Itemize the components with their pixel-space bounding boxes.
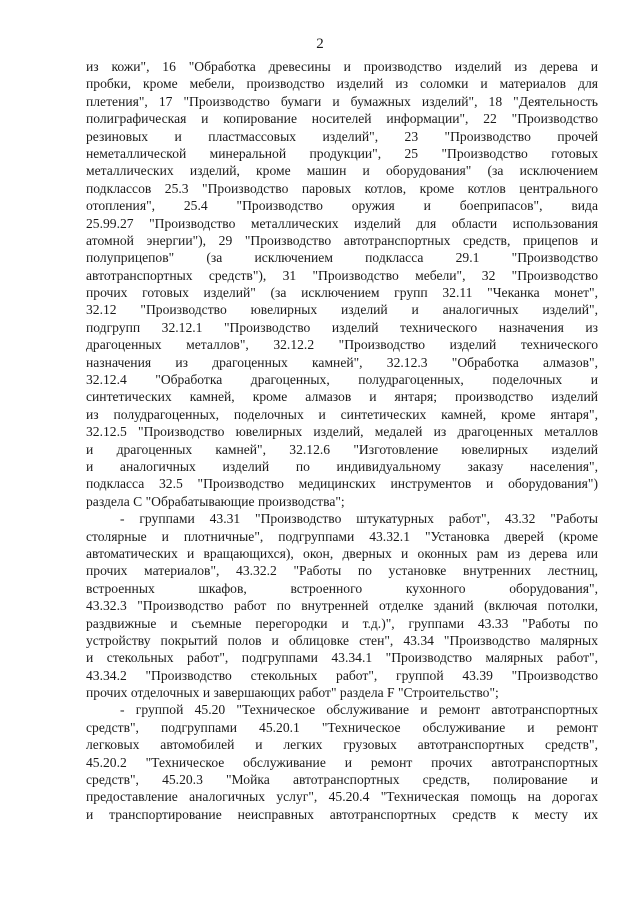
text-line: 32.12.4 "Обработка драгоценных, полудрагоценных, поделочных и <box>86 372 598 388</box>
text-line: - группами 43.31 "Производство штукатурных работ", 43.32 "Работы <box>120 511 598 527</box>
text-line: устройству покрытий полов и облицовке стен", 43.34 "Производство малярных <box>86 632 598 648</box>
document-body <box>86 58 598 823</box>
text-line: средств", подгруппами 45.20.1 "Техническое обслуживание и ремонт <box>86 719 598 735</box>
text-line: столярные и плотничные", подгруппами 43.32.1 "Установка дверей (кроме <box>86 528 598 544</box>
text-line: прочих готовых изделий" (за исключением групп 32.11 "Чеканка монет", <box>86 285 598 301</box>
text-line: и стекольных работ", подгруппами 43.34.1 "Производство малярных работ", <box>86 650 598 666</box>
page-number: 2 <box>316 36 324 52</box>
text-line: 25.99.27 "Производство металлических изделий для области использования <box>86 215 598 231</box>
text-line: синтетических камней, кроме алмазов и янтаря; производство изделий <box>86 389 598 405</box>
text-line: неметаллической минеральной продукции", 25 "Производство готовых <box>86 145 598 161</box>
text-line: и аналогичных изделий по индивидуальному заказу населения", <box>86 458 598 474</box>
text-line: из кожи", 16 "Обработка древесины и производство изделий из дерева и <box>86 59 598 74</box>
text-line: полиграфическая и копирование носителей информации", 22 "Производство <box>86 111 598 127</box>
text-line: 45.20.2 "Техническое обслуживание и ремонт прочих автотранспортных <box>86 754 598 770</box>
text-line: из полудрагоценных, поделочных и синтетических камней, кроме янтаря", <box>86 406 598 422</box>
text-line: отопления", 25.4 "Производство оружия и боеприпасов", вида <box>86 198 598 214</box>
text-line: пробки, кроме мебели, производство изделий из соломки и материалов для <box>86 76 598 92</box>
text-line: 32.12 "Производство ювелирных изделий и аналогичных изделий", <box>86 302 598 318</box>
text-line: подгрупп 32.12.1 "Производство изделий технического назначения из <box>86 319 598 335</box>
text-line: драгоценных металлов", 32.12.2 "Производство изделий технического <box>86 337 598 353</box>
text-line: предоставление аналогичных услуг", 45.20.4 "Техническая помощь на дорогах <box>86 789 598 805</box>
text-line: средств", 45.20.3 "Мойка автотранспортных средств, полирование и <box>86 772 598 788</box>
text-line: полуприцепов" (за исключением подкласса 29.1 "Производство <box>86 250 598 266</box>
text-line: подклассов 25.3 "Производство паровых котлов, кроме котлов центрального <box>86 180 598 196</box>
text-line: подкласса 32.5 "Производство медицинских инструментов и оборудования") <box>86 476 598 492</box>
text-line: и драгоценных камней", 32.12.6 "Изготовление ювелирных изделий <box>86 441 598 457</box>
text-line: прочих материалов", 43.32.2 "Работы по установке внутренних лестниц, <box>86 563 598 579</box>
text-line: автоматических и вращающихся), окон, дверных и оконных рам из дерева или <box>86 545 598 561</box>
text-line: 43.34.2 "Производство стекольных работ", группой 43.39 "Производство <box>86 667 598 683</box>
text-line: раздвижные и съемные перегородки и т.д.)", группами 43.33 "Работы по <box>86 615 598 631</box>
text-line: и транспортирование неисправных автотранспортных средств к месту их <box>86 806 598 822</box>
text-line: - группой 45.20 "Техническое обслуживание и ремонт автотранспортных <box>120 702 598 718</box>
text-line: раздела С "Обрабатывающие производства"; <box>86 493 345 509</box>
text-line: автотранспортных средств"), 31 "Производство мебели", 32 "Производство <box>86 267 598 283</box>
text-line: атомной энергии"), 29 "Производство автотранспортных средств, прицепов и <box>86 232 598 248</box>
text-line: легковых автомобилей и легких грузовых автотранспортных средств", <box>86 737 598 753</box>
text-line: резиновых и пластмассовых изделий", 23 "Производство прочей <box>86 128 598 144</box>
text-line: прочих отделочных и завершающих работ" раздела F "Строительство"; <box>86 685 499 701</box>
text-line: 43.32.3 "Производство работ по внутренней отделке зданий (включая потолки, <box>86 598 598 614</box>
text-line: 32.12.5 "Производство ювелирных изделий, медалей из драгоценных металлов <box>86 424 598 440</box>
text-line: плетения", 17 "Производство бумаги и бумажных изделий", 18 "Деятельность <box>86 93 598 109</box>
text-line: встроенных шкафов, встроенного кухонного оборудования", <box>86 580 598 596</box>
text-line: металлических изделий, кроме машин и оборудования" (за исключением <box>86 163 598 179</box>
text-line: назначения из драгоценных камней", 32.12.3 "Обработка алмазов", <box>86 354 598 370</box>
